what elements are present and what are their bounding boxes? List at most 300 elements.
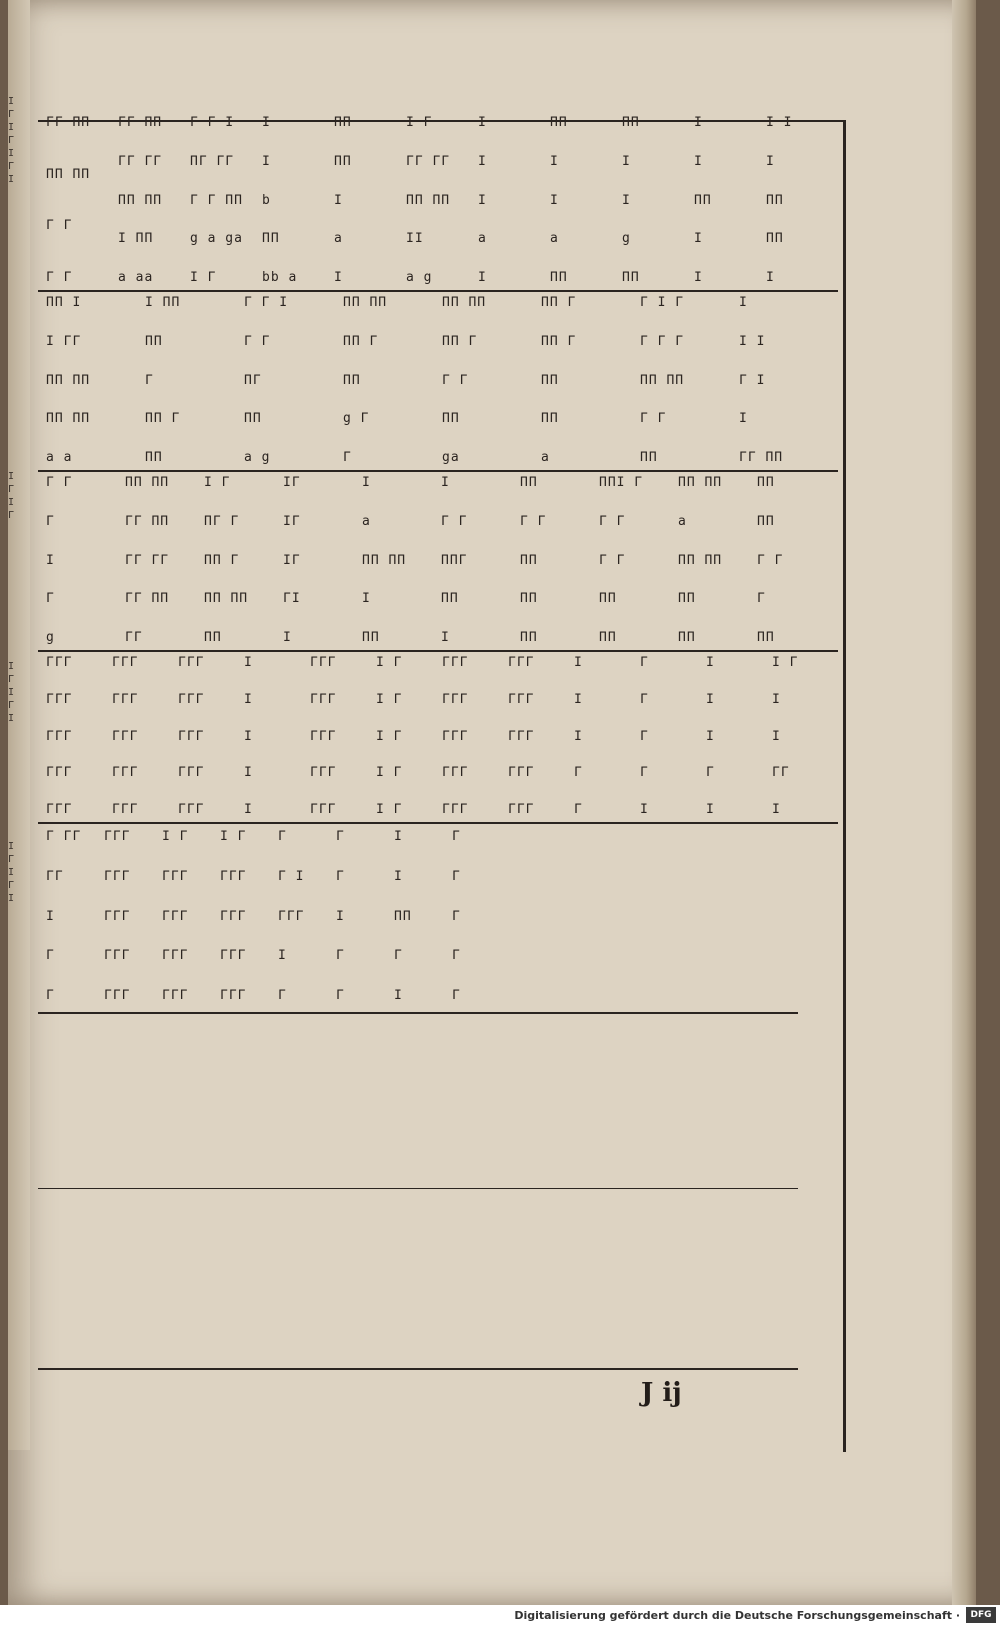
tablature-symbol: ΓΓΓ <box>162 868 189 884</box>
tablature-symbol: Ι <box>574 656 583 670</box>
tablature-symbol: ΠΠ <box>145 333 163 349</box>
tablature-symbol: Ι Γ <box>204 476 231 490</box>
tablature-symbol: Ι Γ <box>376 691 403 707</box>
tablature-symbol: ΠΠ <box>622 270 640 284</box>
tablature-symbol: ΠΠ <box>599 591 617 607</box>
tablature-symbol: Ι <box>262 116 271 130</box>
tablature-symbol: ΓΓ ΠΠ <box>739 450 784 464</box>
system-divider <box>38 290 838 292</box>
system-divider <box>38 822 838 824</box>
tablature-symbol: ΠΠ <box>694 192 712 208</box>
tablature-chord-column <box>442 296 541 464</box>
tablature-chord-column <box>343 296 442 464</box>
tablature-chord-column <box>46 830 104 1002</box>
tablature-symbol: Ι <box>336 908 345 924</box>
tablature-symbol: Ι <box>766 270 775 284</box>
tablature-symbol: ΠΠ ΠΠ <box>125 476 170 490</box>
tablature-symbol: ΓΓ <box>46 868 64 884</box>
tablature-chord-column <box>376 656 442 816</box>
tablature-symbol: Ι Γ <box>190 270 217 284</box>
tablature-symbol: ΠΠ <box>520 552 538 568</box>
tablature-system-4 <box>46 656 838 816</box>
tablature-chord-column <box>452 830 510 1002</box>
tablature-chord-column <box>599 476 678 644</box>
tablature-system-5 <box>46 830 516 1002</box>
tablature-symbol: Γ Ι Γ <box>640 296 685 310</box>
tablature-symbol: Γ Γ ΠΠ <box>190 192 243 208</box>
tablature-symbol: Ι <box>244 691 253 707</box>
tablature-chord-column <box>442 656 508 816</box>
tablature-symbol: ΓΓΓ <box>112 691 139 707</box>
tablature-symbol: ΙΓ <box>283 513 301 529</box>
tablature-symbol: Ι Ι <box>766 116 793 130</box>
tablature-symbol: Ι <box>772 728 781 744</box>
tablature-symbol: ΓΓΓ <box>178 656 205 670</box>
tablature-symbol: ΠΠ ΠΠ <box>406 192 451 208</box>
tablature-symbol: ΠΠ <box>244 411 262 427</box>
tablature-symbol: Ι <box>334 192 343 208</box>
tablature-symbol: ΓΓΓ <box>310 656 337 670</box>
tablature-symbol: Ι Γ <box>406 116 433 130</box>
tablature-symbol: Ι <box>550 153 559 169</box>
tablature-symbol: ΓΓΓ <box>278 908 305 924</box>
tablature-symbol: ΠΠ <box>441 591 459 607</box>
tablature-symbol: Γ <box>278 988 287 1002</box>
tablature-symbol: a <box>550 231 559 247</box>
tablature-symbol: Γ Γ <box>46 218 73 234</box>
tablature-system-1 <box>46 116 838 284</box>
tablature-symbol: ΠΠ <box>678 591 696 607</box>
tablature-symbol: Ι <box>772 802 781 816</box>
tablature-symbol: Ι <box>622 153 631 169</box>
tablature-symbol: Ι <box>46 552 55 568</box>
page-signature: J ij <box>641 1378 682 1408</box>
tablature-chord-column <box>46 476 125 644</box>
tablature-symbol: ΓΓΓ <box>178 802 205 816</box>
tablature-symbol: Γ <box>336 988 345 1002</box>
tablature-symbol: ΠΠ <box>622 116 640 130</box>
tablature-symbol: Ι <box>694 116 703 130</box>
tablature-symbol: ΓΓΓ <box>442 765 469 781</box>
tablature-symbol: ΠΠΙ Γ <box>599 476 644 490</box>
tablature-symbol: ΓΓΓ <box>104 948 131 964</box>
tablature-symbol: Ι <box>262 153 271 169</box>
tablature-chord-column <box>46 116 118 284</box>
tablature-symbol: ΠΠ <box>204 630 222 644</box>
tablature-symbol: ΓΓΓ <box>112 728 139 744</box>
tablature-chord-column <box>622 116 694 284</box>
tablature-symbol: Γ <box>452 988 461 1002</box>
tablature-symbol: Ι <box>244 765 253 781</box>
tablature-symbol: ga <box>442 450 460 464</box>
tablature-symbol: ΓΓ ΠΠ <box>125 591 170 607</box>
tablature-symbol: ΓΓ ΓΓ <box>406 153 451 169</box>
tablature-symbol: Γ <box>278 830 287 844</box>
tablature-symbol: Γ <box>706 765 715 781</box>
tablature-symbol: Ι <box>574 728 583 744</box>
tablature-symbol: ΓΓΓ <box>162 988 189 1002</box>
tablature-symbol: Ι <box>694 231 703 247</box>
tablature-symbol: ΓΓΓ <box>162 908 189 924</box>
tablature-chord-column <box>772 656 838 816</box>
tablature-chord-column <box>46 296 145 464</box>
tablature-symbol: Ι <box>694 270 703 284</box>
tablature-symbol: Ι Γ <box>376 656 403 670</box>
tablature-symbol: Ι Γ <box>376 765 403 781</box>
tablature-symbol: Γ <box>46 591 55 607</box>
tablature-symbol: Ι <box>739 296 748 310</box>
tablature-chord-column <box>520 476 599 644</box>
tablature-symbol: ΙΙ <box>406 231 424 247</box>
footer-credit: Digitalisierung gefördert durch die Deutsche Forschungsgemeinschaft · <box>514 1609 960 1622</box>
tablature-symbol: Ι <box>394 988 403 1002</box>
tablature-symbol: Γ Γ <box>599 513 626 529</box>
tablature-symbol: ΠΠ <box>334 116 352 130</box>
tablature-symbol: ΠΠ Γ <box>145 411 181 427</box>
tablature-symbol: Γ <box>452 830 461 844</box>
tablature-symbol: ΠΠ <box>678 630 696 644</box>
tablature-symbol: ΠΠ ΠΠ <box>46 166 91 182</box>
tablature-symbol: Γ <box>452 868 461 884</box>
system-divider <box>38 1368 798 1370</box>
tablature-symbol: ΠΠ Γ <box>442 333 478 349</box>
tablature-chord-column <box>406 116 478 284</box>
tablature-symbol: ΠΠ <box>550 270 568 284</box>
tablature-symbol: ΠΠ <box>757 630 775 644</box>
tablature-symbol: Γ <box>46 513 55 529</box>
tablature-symbol: Ι Γ <box>376 802 403 816</box>
tablature-symbol: ΙΓ <box>283 476 301 490</box>
tablature-chord-column <box>574 656 640 816</box>
tablature-symbol: ΓΓΓ <box>162 948 189 964</box>
tablature-symbol: ΓΓΓ <box>104 908 131 924</box>
tablature-chord-column <box>706 656 772 816</box>
tablature-symbol: Γ <box>46 988 55 1002</box>
tablature-symbol: ΓΓΓ <box>310 765 337 781</box>
tablature-symbol: ΓΓΓ <box>112 656 139 670</box>
tablature-symbol: bb a <box>262 270 298 284</box>
tablature-chord-column <box>550 116 622 284</box>
tablature-symbol: g Γ <box>343 411 370 427</box>
tablature-symbol: ΓΓΓ <box>442 802 469 816</box>
tablature-symbol: Γ Γ <box>640 411 667 427</box>
tablature-symbol: ΠΠ <box>334 153 352 169</box>
tablature-symbol: ΠΠ ΠΠ <box>640 372 685 388</box>
tablature-symbol: ΠΠ Γ <box>204 552 240 568</box>
tablature-symbol: ΠΠ <box>145 450 163 464</box>
tablature-symbol: Γ Γ <box>442 372 469 388</box>
tablature-chord-column <box>244 296 343 464</box>
tablature-symbol: ΓΓΓ <box>310 728 337 744</box>
tablature-chord-column <box>262 116 334 284</box>
tablature-symbol: Ι Γ <box>772 656 799 670</box>
tablature-chord-column <box>640 296 739 464</box>
tablature-symbol: a aa <box>118 270 154 284</box>
tablature-symbol: ΠΠ <box>343 372 361 388</box>
tablature-symbol: ΓΓΓ <box>310 802 337 816</box>
tablature-symbol: ΙΓ <box>283 552 301 568</box>
tablature-symbol: ΓΓ ΠΠ <box>46 116 91 130</box>
tablature-symbol: ΓΓΓ <box>112 765 139 781</box>
tablature-symbol: ΓΙ <box>283 591 301 607</box>
tablature-symbol: Ι <box>550 192 559 208</box>
tablature-chord-column <box>640 656 706 816</box>
tablature-chord-column <box>766 116 838 284</box>
tablature-chord-column <box>310 656 376 816</box>
tablature-symbol: Γ Γ Ι <box>244 296 289 310</box>
bleed-through-text: Ι Γ Ι Γ Ι Γ Ι <box>8 96 15 185</box>
tablature-symbol: a g <box>244 450 271 464</box>
tablature-chord-column <box>220 830 278 1002</box>
tablature-symbol: Γ <box>574 765 583 781</box>
tablature-symbol: ΠΠ <box>541 372 559 388</box>
tablature-chord-column <box>283 476 362 644</box>
tablature-symbol: ΠΠΓ <box>441 552 468 568</box>
bleed-through-text: Ι Γ Ι Γ <box>8 471 15 521</box>
tablature-symbol: Γ <box>640 765 649 781</box>
tablature-symbol: ΓΓΓ <box>442 691 469 707</box>
tablature-symbol: Ι <box>739 411 748 427</box>
tablature-symbol: Ι <box>640 802 649 816</box>
tablature-symbol: Γ <box>574 802 583 816</box>
tablature-symbol: a <box>334 231 343 247</box>
tablature-chord-column <box>278 830 336 1002</box>
tablature-symbol: ΓΓΓ <box>112 802 139 816</box>
tablature-symbol: ΓΓΓ <box>442 728 469 744</box>
empty-staff-line <box>38 1188 798 1189</box>
tablature-chord-column <box>162 830 220 1002</box>
tablature-symbol: ΠΠ ΠΠ <box>46 411 91 427</box>
tablature-chord-column <box>678 476 757 644</box>
tablature-symbol: ΠΠ Γ <box>343 333 379 349</box>
tablature-symbol: ΠΓ Γ <box>204 513 240 529</box>
tablature-symbol: Ι Γ <box>162 830 189 844</box>
tablature-symbol: Ι <box>706 728 715 744</box>
tablature-symbol: a g <box>406 270 433 284</box>
page-edge <box>952 0 976 1605</box>
tablature-symbol: Γ <box>757 591 766 607</box>
tablature-symbol: ΓΓΓ <box>46 656 73 670</box>
tablature-symbol: Γ <box>343 450 352 464</box>
tablature-symbol: Γ <box>640 691 649 707</box>
tablature-symbol: ΓΓΓ <box>508 802 535 816</box>
tablature-symbol: Γ Γ <box>441 513 468 529</box>
tablature-symbol: Ι <box>766 153 775 169</box>
tablature-symbol: Γ Ι <box>739 372 766 388</box>
tablature-symbol: ΓΓ ΓΓ <box>118 153 163 169</box>
tablature-symbol: ΓΓΓ <box>220 948 247 964</box>
tablature-symbol: Ι Ι <box>739 333 766 349</box>
system-divider <box>38 650 838 652</box>
tablature-symbol: ΠΠ <box>442 411 460 427</box>
tablature-symbol: ΓΓΓ <box>46 691 73 707</box>
tablature-symbol: ΓΓΓ <box>104 868 131 884</box>
tablature-symbol: ΓΓΓ <box>508 728 535 744</box>
tablature-chord-column <box>190 116 262 284</box>
tablature-symbol: Ι ΠΠ <box>118 231 154 247</box>
system-divider <box>38 1012 798 1014</box>
tablature-symbol: a a <box>46 450 73 464</box>
tablature-symbol: Γ <box>46 948 55 964</box>
tablature-symbol: Ι <box>478 192 487 208</box>
tablature-symbol: ΓΓΓ <box>508 765 535 781</box>
tablature-symbol: a <box>478 231 487 247</box>
tablature-symbol: ΠΠ Γ <box>541 296 577 310</box>
tablature-symbol: g <box>622 231 631 247</box>
tablature-symbol: ΠΠ Γ <box>541 333 577 349</box>
tablature-symbol: ΠΠ <box>550 116 568 130</box>
tablature-symbol: ΠΠ <box>640 450 658 464</box>
tablature-symbol: ΓΓΓ <box>508 691 535 707</box>
tablature-symbol: ΓΓ ΠΠ <box>125 513 170 529</box>
tablature-symbol: Ι <box>244 728 253 744</box>
tablature-symbol: Ι <box>441 476 450 490</box>
tablature-symbol: Ι <box>334 270 343 284</box>
tablature-symbol: ΓΓ ΓΓ <box>125 552 170 568</box>
tablature-chord-column <box>739 296 838 464</box>
tablature-symbol: ΠΠ <box>757 476 775 490</box>
tablature-symbol: Γ Γ Γ <box>640 333 685 349</box>
tablature-symbol: ΓΓΓ <box>220 908 247 924</box>
tablature-symbol: Ι Γ <box>376 728 403 744</box>
tablature-symbol: ΓΓΓ <box>220 988 247 1002</box>
tablature-symbol: Ι <box>706 656 715 670</box>
tablature-symbol: Γ <box>394 948 403 964</box>
tablature-symbol: ΠΠ ΠΠ <box>442 296 487 310</box>
tablature-symbol: Γ Ι <box>278 868 305 884</box>
tablature-symbol: ΠΠ ΠΠ <box>678 552 723 568</box>
tablature-symbol: Ι <box>694 153 703 169</box>
tablature-symbol: ΓΓΓ <box>508 656 535 670</box>
tablature-chord-column <box>145 296 244 464</box>
tablature-symbol: ΠΠ Ι <box>46 296 82 310</box>
tablature-symbol: Γ Γ <box>520 513 547 529</box>
tablature-symbol: Γ Γ <box>244 333 271 349</box>
system-divider <box>38 470 838 472</box>
tablature-symbol: ΠΠ <box>262 231 280 247</box>
tablature-symbol: Γ <box>336 948 345 964</box>
tablature-chord-column <box>694 116 766 284</box>
tablature-symbol: Ι <box>394 868 403 884</box>
tablature-chord-column <box>178 656 244 816</box>
tablature-symbol: Ι <box>278 948 287 964</box>
tablature-symbol: Ι <box>441 630 450 644</box>
tablature-symbol: ΓΓΓ <box>46 728 73 744</box>
tablature-symbol: Ι <box>394 830 403 844</box>
dfg-logo: DFG <box>966 1607 996 1623</box>
tablature-symbol: b <box>262 192 271 208</box>
tablature-symbol: Ι <box>622 192 631 208</box>
tablature-symbol: ΠΠ ΠΠ <box>678 476 723 490</box>
tablature-symbol: a <box>678 513 687 529</box>
tablature-symbol: Ι Γ <box>220 830 247 844</box>
tablature-chord-column <box>478 116 550 284</box>
tablature-chord-column <box>336 830 394 1002</box>
tablature-symbol: Ι <box>478 153 487 169</box>
tablature-symbol: ΠΠ <box>394 908 412 924</box>
tablature-symbol: ΠΓ <box>244 372 262 388</box>
tablature-chord-column <box>541 296 640 464</box>
tablature-symbol: Ι <box>706 691 715 707</box>
tablature-symbol: ΓΓΓ <box>46 765 73 781</box>
tablature-chord-column <box>112 656 178 816</box>
tablature-symbol: ΠΠ <box>599 630 617 644</box>
tablature-symbol: ΠΠ ΠΠ <box>118 192 163 208</box>
book-page <box>8 0 976 1605</box>
tablature-chord-column <box>244 656 310 816</box>
tablature-chord-column <box>394 830 452 1002</box>
tablature-symbol: a <box>541 450 550 464</box>
tablature-symbol: Ι <box>706 802 715 816</box>
tablature-symbol: Ι <box>283 630 292 644</box>
tablature-symbol: ΓΓ <box>772 765 790 781</box>
tablature-symbol: Γ Γ <box>599 552 626 568</box>
tablature-symbol: Γ Γ Ι <box>190 116 235 130</box>
tablature-symbol: ΓΓΓ <box>104 988 131 1002</box>
tablature-symbol: ΠΠ <box>362 630 380 644</box>
tablature-symbol: Γ ΓΓ <box>46 830 82 844</box>
tablature-symbol: ΓΓΓ <box>178 765 205 781</box>
tablature-chord-column <box>46 656 112 816</box>
tablature-symbol: ΠΠ ΠΠ <box>362 552 407 568</box>
tablature-symbol: g <box>46 630 55 644</box>
tablature-symbol: Ι <box>46 908 55 924</box>
tablature-symbol: ΠΓ ΓΓ <box>190 153 235 169</box>
tablature-symbol: ΠΠ <box>520 591 538 607</box>
tablature-symbol: Γ <box>336 830 345 844</box>
tablature-symbol: Γ <box>336 868 345 884</box>
tablature-symbol: ΠΠ <box>541 411 559 427</box>
tablature-chord-column <box>125 476 204 644</box>
tablature-chord-column <box>362 476 441 644</box>
tablature-symbol: Ι <box>362 476 371 490</box>
tablature-symbol: Ι <box>362 591 371 607</box>
tablature-chord-column <box>118 116 190 284</box>
tablature-symbol: ΠΠ <box>757 513 775 529</box>
tablature-symbol: Γ Γ <box>46 476 73 490</box>
tablature-symbol: ΓΓΓ <box>178 728 205 744</box>
tablature-symbol: Γ <box>640 656 649 670</box>
bleed-through-text: Ι Γ Ι Γ Ι <box>8 841 15 904</box>
tablature-symbol: ΓΓΓ <box>220 868 247 884</box>
tablature-symbol: ΠΠ ΠΠ <box>343 296 388 310</box>
tablature-symbol: ΠΠ <box>520 630 538 644</box>
tablature-chord-column <box>441 476 520 644</box>
tablature-symbol: Γ Γ <box>46 269 73 284</box>
bleed-through-text: Ι Γ Ι Γ Ι <box>8 661 15 724</box>
tablature-symbol: Ι ΓΓ <box>46 333 82 349</box>
tablature-symbol: ΠΠ ΠΠ <box>46 372 91 388</box>
tablature-symbol: ΓΓΓ <box>442 656 469 670</box>
tablature-symbol: Γ <box>145 372 154 388</box>
tablature-symbol: ΓΓΓ <box>178 691 205 707</box>
tablature-symbol: Γ <box>452 948 461 964</box>
tablature-symbol: ΠΠ <box>766 231 784 247</box>
tablature-symbol: Γ <box>452 908 461 924</box>
tablature-symbol: ΠΠ <box>520 476 538 490</box>
tablature-symbol: ΠΠ ΠΠ <box>204 591 249 607</box>
tablature-symbol: Ι <box>244 656 253 670</box>
tablature-symbol: Ι <box>574 691 583 707</box>
tablature-chord-column <box>757 476 836 644</box>
tablature-symbol: Γ Γ <box>757 552 784 568</box>
tablature-symbol: ΓΓΓ <box>310 691 337 707</box>
book-spine <box>8 0 30 1450</box>
tablature-system-2 <box>46 296 838 464</box>
tablature-symbol: Ι <box>772 691 781 707</box>
tablature-symbol: ΓΓ <box>125 630 143 644</box>
tablature-symbol: ΠΠ <box>766 192 784 208</box>
